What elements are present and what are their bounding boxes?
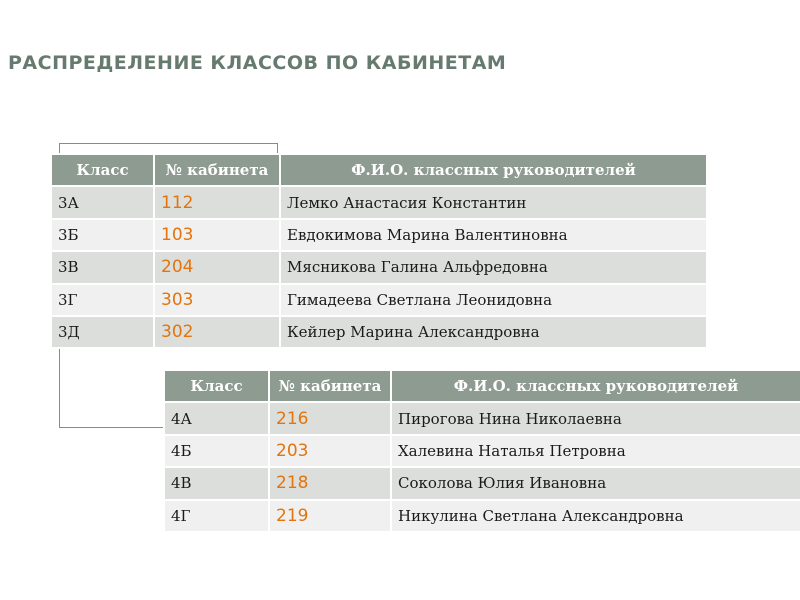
room-cell: 204 [154,251,280,283]
class-3-table [50,153,708,349]
teacher-cell: Мясникова Галина Альфредовна [280,251,707,283]
column-header-teacher: Ф.И.О. классных руководителей [280,154,707,186]
room-cell: 203 [269,435,391,467]
teacher-cell: Соколова Юлия Ивановна [391,467,800,499]
connector-line [59,349,60,427]
table-row [164,402,800,434]
class-cell: 3Д [51,316,154,348]
room-cell: 112 [154,186,280,218]
table-row [164,435,800,467]
room-cell: 216 [269,402,391,434]
teacher-cell: Гимадеева Светлана Леонидовна [280,284,707,316]
teacher-cell: Кейлер Марина Александровна [280,316,707,348]
room-cell: 218 [269,467,391,499]
teacher-cell: Лемко Анастасия Константин [280,186,707,218]
class-cell: 4В [164,467,269,499]
connector-line [59,143,60,153]
class-cell: 4Б [164,435,269,467]
room-cell: 103 [154,219,280,251]
column-header-class: Класс [51,154,154,186]
table-row [164,467,800,499]
class-cell: 3Г [51,284,154,316]
column-header-teacher: Ф.И.О. классных руководителей [391,370,800,402]
page-title: РАСПРЕДЕЛЕНИЕ КЛАССОВ ПО КАБИНЕТАМ [8,52,507,74]
room-cell: 219 [269,500,391,532]
table-header-row [164,370,800,402]
table-row [164,500,800,532]
teacher-cell: Халевина Наталья Петровна [391,435,800,467]
class-cell: 4А [164,402,269,434]
class-4-table [163,369,800,533]
table-header-row [51,154,707,186]
connector-line [59,427,163,428]
table-row [51,316,707,348]
teacher-cell: Пирогова Нина Николаевна [391,402,800,434]
room-cell: 303 [154,284,280,316]
column-header-room: № кабинета [269,370,391,402]
column-header-room: № кабинета [154,154,280,186]
room-cell: 302 [154,316,280,348]
connector-line [277,143,278,153]
table-row [51,186,707,218]
teacher-cell: Никулина Светлана Александровна [391,500,800,532]
table-row [51,251,707,283]
class-cell: 3В [51,251,154,283]
class-cell: 4Г [164,500,269,532]
connector-line [59,143,277,144]
table-row [51,284,707,316]
teacher-cell: Евдокимова Марина Валентиновна [280,219,707,251]
class-cell: 3Б [51,219,154,251]
column-header-class: Класс [164,370,269,402]
table-row [51,219,707,251]
class-cell: 3А [51,186,154,218]
